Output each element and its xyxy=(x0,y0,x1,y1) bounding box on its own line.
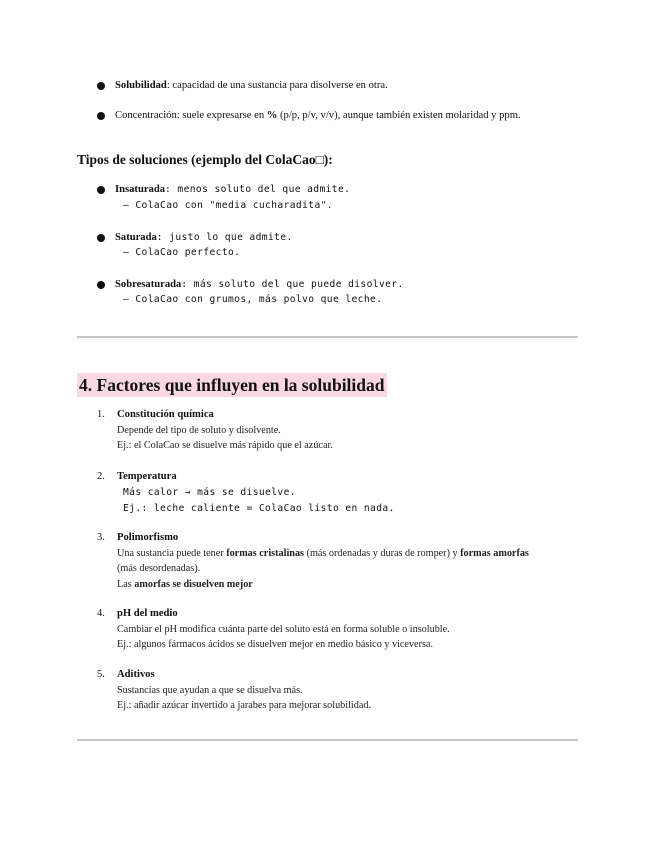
item-line: Cambiar el pH modifica cuánta parte del soluto está en forma soluble o insoluble. xyxy=(117,624,450,635)
item-line: Depende del tipo de soluto y disolvente. xyxy=(117,425,281,436)
text-fragment: Una sustancia puede tener xyxy=(117,548,227,559)
text-fragment: Las xyxy=(117,579,135,590)
item-number: 3. xyxy=(97,532,105,543)
tipo-definition: : más soluto del que puede disolver. xyxy=(181,279,404,290)
concentracion-text: Concentración: suele expresarse en xyxy=(115,110,267,121)
bullet-dot-icon xyxy=(97,112,105,120)
bullet-solubilidad xyxy=(97,78,388,93)
bold-fragment: formas cristalinas xyxy=(226,548,304,559)
bullet-text xyxy=(115,108,521,123)
tipo-insaturada xyxy=(97,182,350,197)
item-line: Ej.: el ColaCao se disuelve más rápido que el azúcar. xyxy=(117,440,333,451)
tipo-sobresaturada xyxy=(97,277,404,292)
item-number: 2. xyxy=(97,471,105,482)
item-line: Ej.: algunos fármacos ácidos se disuelven mejor en medio básico y viceversa. xyxy=(117,639,433,650)
percent-symbol: % xyxy=(266,110,278,121)
bullet-text xyxy=(115,78,388,93)
item-line: Ej.: añadir azúcar invertido a jarabes para mejorar solubilidad. xyxy=(117,700,372,711)
tipo-example: – ColaCao con "media cucharadita". xyxy=(123,200,333,211)
item-title: pH del medio xyxy=(117,608,178,619)
bold-fragment: formas amorfas xyxy=(460,548,529,559)
tipos-heading: Tipos de soluciones (ejemplo del ColaCao□): xyxy=(77,152,333,167)
item-line: Ej.: leche caliente = ColaCao listo en nada. xyxy=(123,503,395,514)
tipo-text xyxy=(115,277,404,292)
item-number: 1. xyxy=(97,409,105,420)
tipo-saturada xyxy=(97,230,293,245)
tipo-term: Insaturada xyxy=(115,184,166,195)
bold-fragment: amorfas se disuelven mejor xyxy=(134,579,253,590)
item-line: (más desordenadas). xyxy=(117,563,201,574)
item-title: Constitución química xyxy=(117,409,214,420)
bullet-dot-icon xyxy=(97,186,105,194)
tipo-example: – ColaCao con grumos, más polvo que leche. xyxy=(123,294,383,305)
bullet-concentracion xyxy=(97,108,521,123)
item-title: Temperatura xyxy=(117,471,177,482)
item-number: 4. xyxy=(97,608,105,619)
item-title: Aditivos xyxy=(117,669,155,680)
item-line xyxy=(117,548,529,559)
definition-solubilidad: : capacidad de una sustancia para disolverse en otra. xyxy=(166,80,388,91)
item-line: Más calor → más se disuelve. xyxy=(123,487,296,498)
tipo-definition: : menos soluto del que admite. xyxy=(165,184,351,195)
tipo-term: Sobresaturada xyxy=(115,279,182,290)
tipo-text xyxy=(115,182,350,197)
term-solubilidad: Solubilidad xyxy=(115,80,167,91)
divider xyxy=(77,739,578,741)
item-title: Polimorfismo xyxy=(117,532,179,543)
bullet-dot-icon xyxy=(97,234,105,242)
item-line: Sustancias que ayudan a que se disuelva más. xyxy=(117,685,303,696)
tipo-definition: : justo lo que admite. xyxy=(156,232,293,243)
concentracion-units: (p/p, p/v, v/v), aunque también existen molaridad y ppm. xyxy=(277,110,521,121)
section-title: 4. Factores que influyen en la solubilidad xyxy=(79,375,385,395)
item-line xyxy=(117,579,253,590)
tipo-text xyxy=(115,230,293,245)
bullet-dot-icon xyxy=(97,82,105,90)
bullet-dot-icon xyxy=(97,281,105,289)
tipo-example: – ColaCao perfecto. xyxy=(123,247,241,258)
text-fragment: (más ordenadas y duras de romper) y xyxy=(304,548,461,559)
divider xyxy=(77,336,578,338)
tipo-term: Saturada xyxy=(115,232,157,243)
item-number: 5. xyxy=(97,669,105,680)
